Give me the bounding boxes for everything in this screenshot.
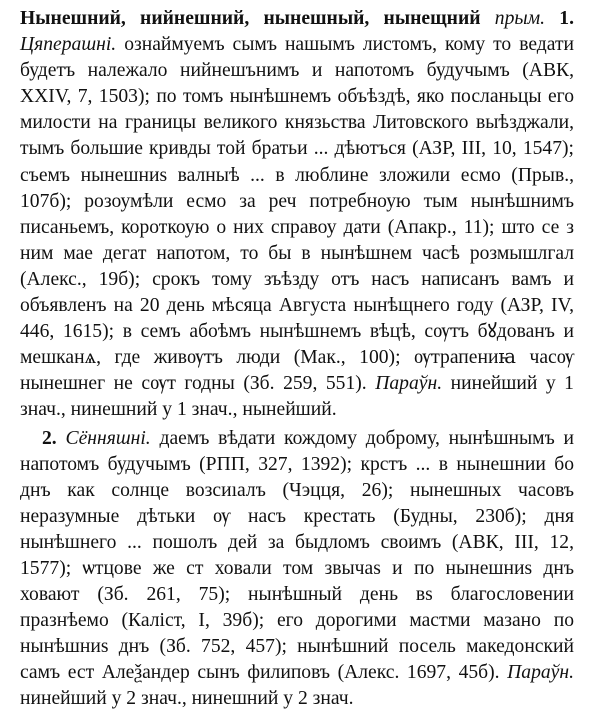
sense-2-compare-label: Параўн. [507,662,574,684]
sense-2-number: 2. [42,427,57,449]
sense-2-compare-text: нинейший у 2 знач., нинешний у 2 знач. [20,688,354,710]
sense-2-gloss: Сённяшні. [65,427,151,449]
part-of-speech-label: прым. [494,8,546,29]
sense-1-compare-label: Параўн. [375,373,443,395]
sense-1-gloss: Цяперашні. [20,34,117,56]
entry-headword: Нынешний, нийнешний, нынешный, нынещний [20,8,481,29]
entry-sense-1-paragraph [20,6,574,424]
entry-sense-2-paragraph [20,426,574,713]
sense-2-citations: даемъ вѣдати кождому доброму, нынѣшнымъ и напотомъ будучымъ (РПП, 327, 1392); крстъ ... в нынешнии бо днъ как солнце возсиıалъ (Чэцця, 26); нынешных часовъ неразумные дѣтьки ѹ насъ крестать (Будны, 230б); дня нынѣшнего ... пошолъ дей за быдломъ своимъ (АВК, III, 12, 1577); ѡтцове же ст ховали том звычаs и по нынешниs днъ ховают (Зб. 261, 75); нынѣшный день вs благословении празнѣемо (Каліст, I, 39б); его дорогими мастми мазано по нынѣшниs днъ (Зб. 752, 457); нынѣшний посель македонский самъ ест Алеѯандер сынъ филиповъ (Алекс. 1697, 45б). [20,427,574,684]
sense-1-number: 1. [559,8,574,29]
sense-1-compare-text: нинейший у 1 знач., нинешний у 1 знач., нынейший. [20,373,574,421]
sense-1-citations: ознаймуемъ сымъ нашымъ листомъ, кому то ведати будетъ належало нийнешънимъ и напотомъ будучымъ (АВК, XXIV, 7, 1503); по томъ нынѣшнемъ объѣздѣ, яко посланьцы его милости на границы великого князьства Литовского выѣзджали, тымъ большие кривды той братьи ... дѣютъся (АЗР, III, 10, 1547); съемъ нынешниs валныѣ ... в люблине зложили есмо (Прыв., 107б); розоумѣли есмо за реч потребноую тым нынѣшнимъ писаньемъ, короткоую о них справоу дати (Апакр., 11); што се з ним мае дегат напотом, то бы в нынѣшнем часѣ розмышлгал (Алекс., 19б); срокъ тому зъѣзду отъ насъ написанъ вамъ и объявленъ на 20 день мѣсяца Августа нынѣщнего году (АЗР, IV, 446, 1615); в семъ абоѣмъ нынѣшнемъ вѣцѣ, сѹтъ бꙋдованъ и мешканѧ, где живѹтъ люди (Мак., 100); ѹтрапениꙗ часѹ нынешнег не сѹт годны (Зб. 259, 551). [20,34,575,395]
